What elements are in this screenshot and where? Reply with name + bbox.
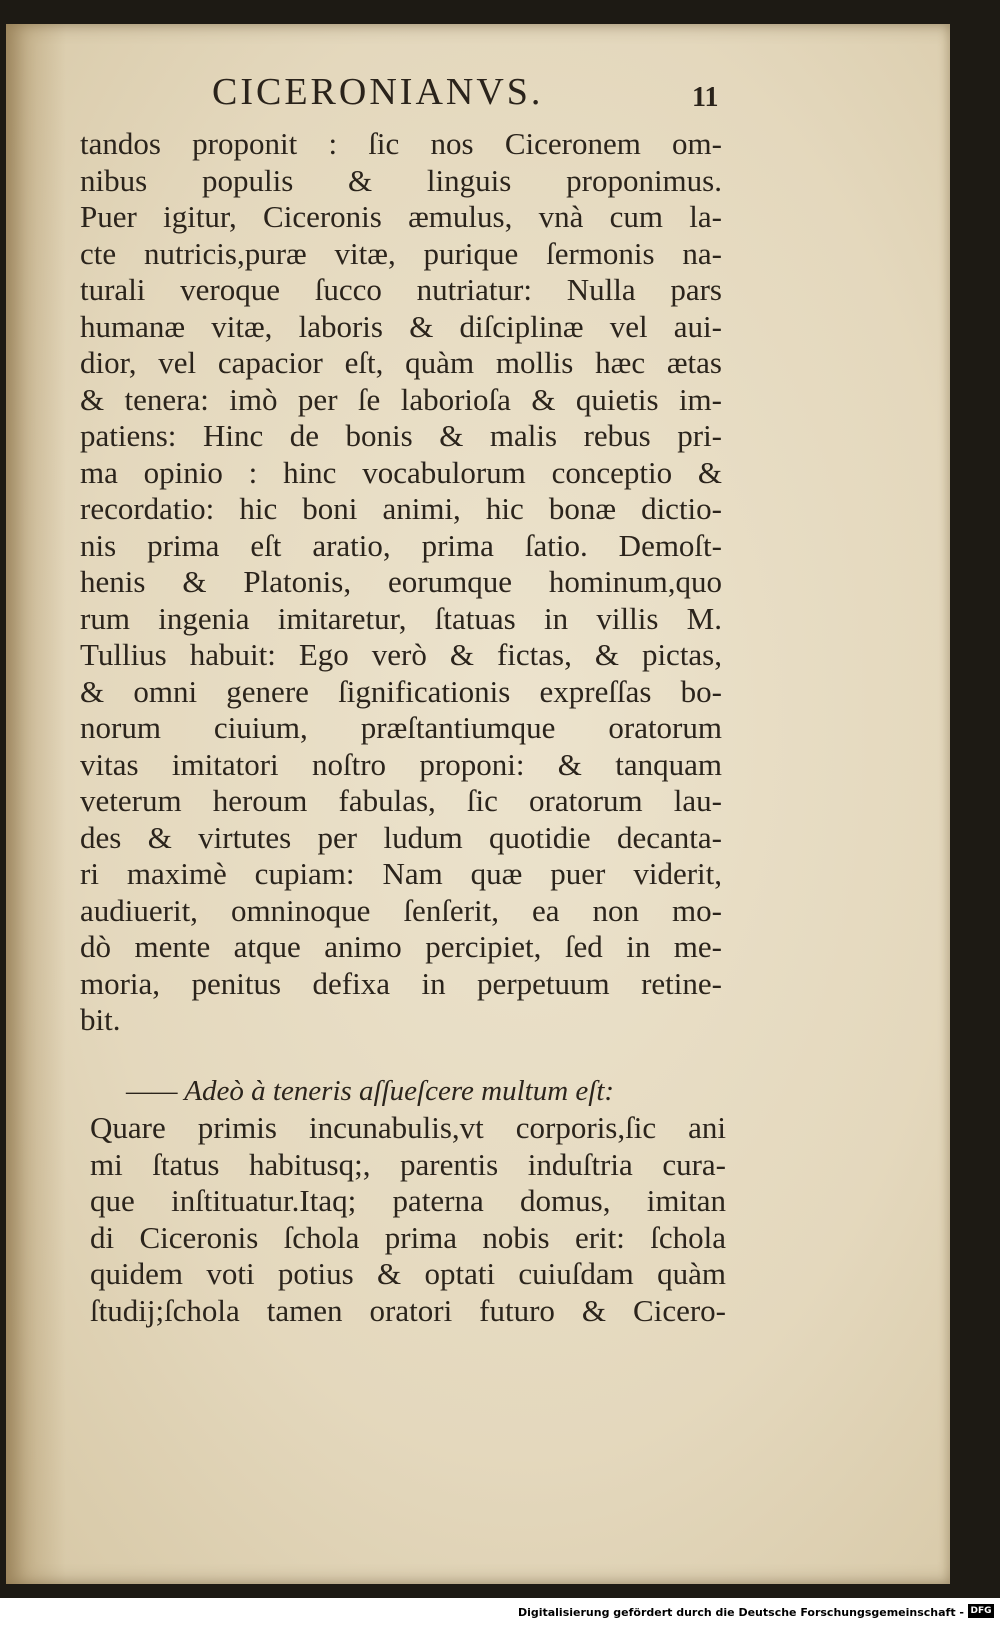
text-line: ri maximè cupiam: Nam quæ puer viderit,: [80, 856, 722, 891]
text-line: & tenera: imò per ſe laborioſa & quietis im-: [80, 381, 722, 417]
text-line: henis & Platonis, eorumque hominum,quo: [80, 564, 722, 599]
text-line: audiuerit, omninoque ſenſerit, ea non mo-: [80, 892, 722, 928]
body-text-block-2: [90, 1110, 726, 1329]
verse-quotation: —— Adeò à teneris aſſueſcere multum eſt:: [126, 1075, 615, 1107]
text-line: moria, penitus defixa in perpetuum retine-: [80, 965, 722, 1001]
text-line: Tullius habuit: Ego verò & fictas, & pictas,: [80, 637, 722, 672]
body-text-block: [80, 126, 722, 1039]
text-line: des & virtutes per ludum quotidie decanta-: [80, 819, 722, 855]
text-line: dò mente atque animo percipiet, ſed in me-: [80, 929, 722, 964]
text-line: vitas imitatori noſtro proponi: & tanquam: [80, 746, 722, 782]
text-line: mi ſtatus habitusq;, parentis induſtria cura-: [90, 1146, 726, 1182]
page-number: 11: [692, 82, 719, 113]
text-line: dior, vel capacior eſt, quàm mollis hæc ætas: [80, 345, 722, 380]
text-line: veterum heroum fabulas, ſic oratorum lau-: [80, 783, 722, 818]
text-line: patiens: Hinc de bonis & malis rebus pri-: [80, 418, 722, 453]
text-line: tandos proponit : ſic nos Ciceronem om-: [80, 126, 722, 161]
text-line: Quare primis incunabulis,vt corporis,ſic ani: [90, 1110, 726, 1145]
text-line: norum ciuium, præſtantiumque oratorum: [80, 710, 722, 745]
running-title: CICERONIANVS.: [212, 71, 544, 113]
digitization-credit: Digitalisierung gefördert durch die Deutsche Forschungsgemeinschaft -: [517, 1606, 964, 1619]
text-line: recordatio: hic boni animi, hic bonæ dictio-: [80, 491, 722, 526]
text-line: ma opinio : hinc vocabulorum conceptio &: [80, 454, 722, 490]
text-line: cte nutricis,puræ vitæ, purique ſermonis na-: [80, 235, 722, 271]
text-line: rum ingenia imitaretur, ſtatuas in villis M.: [80, 600, 722, 636]
text-line: & omni genere ſignificationis expreſſas bo-: [80, 673, 722, 709]
text-line: di Ciceronis ſchola prima nobis erit: ſchola: [90, 1219, 726, 1255]
page-edge-stain: [6, 24, 66, 1584]
text-line: que inſtituatur.Itaq; paterna domus, imitan: [90, 1183, 726, 1218]
text-line: bit.: [80, 1002, 121, 1037]
text-line: ſtudij;ſchola tamen oratori futuro & Cicero-: [90, 1292, 726, 1328]
text-line: humanæ vitæ, laboris & diſciplinæ vel aui-: [80, 308, 722, 344]
text-line: quidem voti potius & optati cuiuſdam quàm: [90, 1256, 726, 1291]
text-line: nibus populis & linguis proponimus.: [80, 162, 722, 198]
text-line: Puer igitur, Ciceronis æmulus, vnà cum la-: [80, 199, 722, 234]
dfg-logo: DFG: [968, 1604, 994, 1618]
text-line: turali veroque ſucco nutriatur: Nulla pars: [80, 272, 722, 307]
text-line: nis prima eſt aratio, prima ſatio. Demoſt-: [80, 527, 722, 563]
